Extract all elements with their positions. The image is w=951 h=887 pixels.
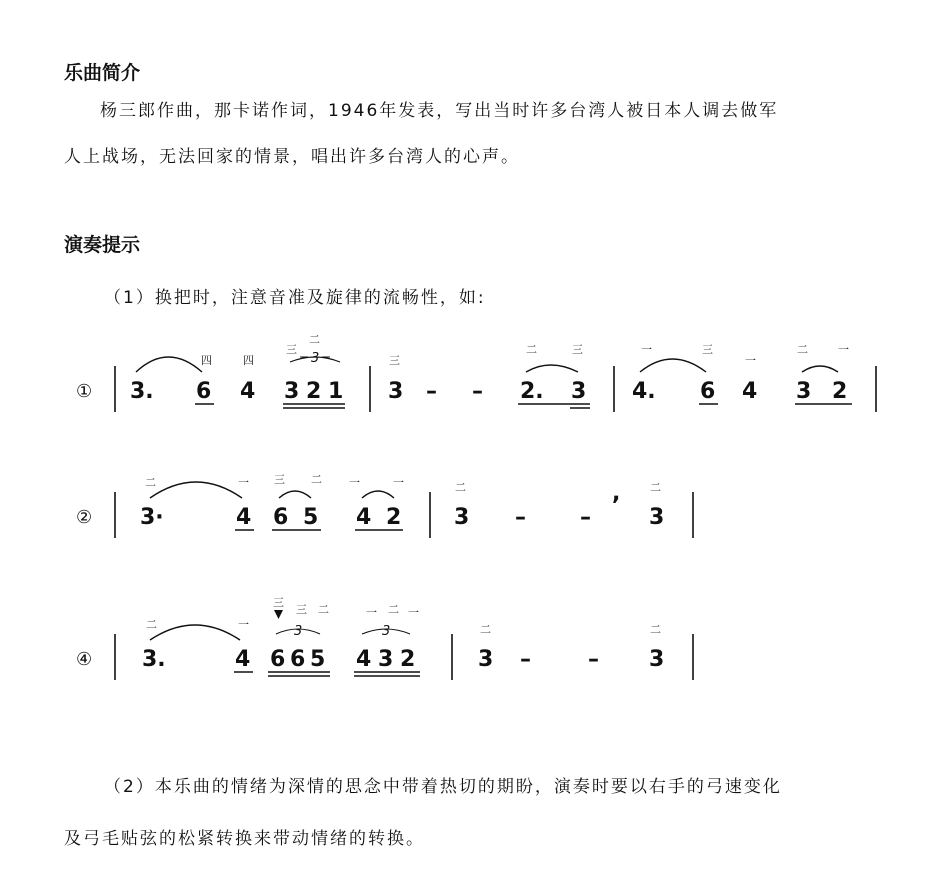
fingering: 一 bbox=[349, 476, 360, 489]
breath-mark: , bbox=[612, 481, 621, 506]
note: 3 bbox=[378, 647, 394, 672]
note: 6 bbox=[273, 505, 289, 530]
fingering: 四 bbox=[201, 354, 212, 367]
fingering: 一 bbox=[838, 343, 849, 356]
fingering: 三 bbox=[572, 343, 583, 356]
note: 3· bbox=[140, 505, 164, 530]
example-1 bbox=[76, 333, 876, 412]
fingering: 二 bbox=[650, 623, 661, 636]
note: 3 bbox=[571, 379, 587, 404]
fingering: 二 bbox=[318, 603, 329, 616]
fingering: 四 bbox=[243, 354, 254, 367]
note: 3. bbox=[130, 379, 154, 404]
note: 2. bbox=[520, 379, 544, 404]
note: 4 bbox=[235, 647, 251, 672]
note: 4 bbox=[356, 505, 372, 530]
note: 3. bbox=[142, 647, 166, 672]
fingering: 二 bbox=[388, 603, 399, 616]
note: 1 bbox=[328, 379, 344, 404]
fingering: 三 bbox=[702, 343, 713, 356]
note: 3 bbox=[649, 647, 665, 672]
dash: – bbox=[580, 505, 591, 530]
note: 4. bbox=[632, 379, 656, 404]
note: 4 bbox=[356, 647, 372, 672]
note: 6 bbox=[290, 647, 306, 672]
accent-mark bbox=[274, 610, 283, 619]
fingering: 一 bbox=[238, 618, 249, 631]
example-marker: ④ bbox=[76, 649, 93, 670]
fingering: 二 bbox=[650, 481, 661, 494]
triplet-mark: 3 bbox=[382, 624, 391, 639]
note: 5 bbox=[303, 505, 319, 530]
tips-item-1: （1）换把时，注意音准及旋律的流畅性，如: bbox=[104, 288, 486, 308]
note: 2 bbox=[306, 379, 322, 404]
fingering: 二 bbox=[455, 481, 466, 494]
intro-heading: 乐曲简介 bbox=[64, 62, 141, 84]
fingering: 三 bbox=[273, 596, 284, 609]
note: 3 bbox=[454, 505, 470, 530]
example-3 bbox=[76, 596, 693, 680]
triplet-mark: 3 bbox=[311, 351, 320, 366]
fingering: 三 bbox=[274, 473, 285, 486]
fingering: 一 bbox=[238, 476, 249, 489]
example-2 bbox=[76, 473, 693, 538]
intro-line-1: 杨三郎作曲，那卡诺作词，1946年发表，写出当时许多台湾人被日本人调去做军 bbox=[100, 101, 779, 121]
fingering: 二 bbox=[797, 343, 808, 356]
note: 2 bbox=[386, 505, 402, 530]
dash: – bbox=[472, 379, 483, 404]
dash: – bbox=[520, 647, 531, 672]
fingering: 一 bbox=[745, 354, 756, 367]
fingering: 三 bbox=[389, 354, 400, 367]
fingering: 三 bbox=[286, 343, 297, 356]
note: 4 bbox=[240, 379, 256, 404]
example-marker: ② bbox=[76, 507, 93, 528]
note: 4 bbox=[236, 505, 252, 530]
fingering: 二 bbox=[480, 623, 491, 636]
note: 3 bbox=[649, 505, 665, 530]
note: 6 bbox=[700, 379, 716, 404]
tips-heading: 演奏提示 bbox=[64, 234, 141, 256]
fingering: 一 bbox=[366, 606, 377, 619]
note: 3 bbox=[388, 379, 404, 404]
note: 6 bbox=[270, 647, 286, 672]
dash: – bbox=[515, 505, 526, 530]
fingering: 二 bbox=[311, 473, 322, 486]
fingering: 一 bbox=[408, 606, 419, 619]
tips-item-2-line-2: 及弓毛贴弦的松紧转换来带动情绪的转换。 bbox=[64, 829, 425, 849]
fingering: 一 bbox=[393, 476, 404, 489]
note: 3 bbox=[796, 379, 812, 404]
note: 3 bbox=[478, 647, 494, 672]
fingering: 二 bbox=[145, 476, 156, 489]
note: 4 bbox=[742, 379, 758, 404]
note: 3 bbox=[284, 379, 300, 404]
dash: – bbox=[426, 379, 437, 404]
triplet-mark: 3 bbox=[294, 624, 303, 639]
note: 2 bbox=[832, 379, 848, 404]
fingering: 二 bbox=[309, 333, 320, 346]
note: 6 bbox=[196, 379, 212, 404]
fingering: 二 bbox=[526, 343, 537, 356]
intro-line-2: 人上战场，无法回家的情景，唱出许多台湾人的心声。 bbox=[64, 147, 520, 167]
tips-item-2-line-1: （2）本乐曲的情绪为深情的思念中带着热切的期盼，演奏时要以右手的弓速变化 bbox=[104, 777, 782, 797]
fingering: 三 bbox=[296, 603, 307, 616]
fingering: 一 bbox=[641, 343, 652, 356]
dash: – bbox=[588, 647, 599, 672]
fingering: 二 bbox=[146, 618, 157, 631]
example-marker: ① bbox=[76, 381, 93, 402]
note: 5 bbox=[310, 647, 326, 672]
note: 2 bbox=[400, 647, 416, 672]
